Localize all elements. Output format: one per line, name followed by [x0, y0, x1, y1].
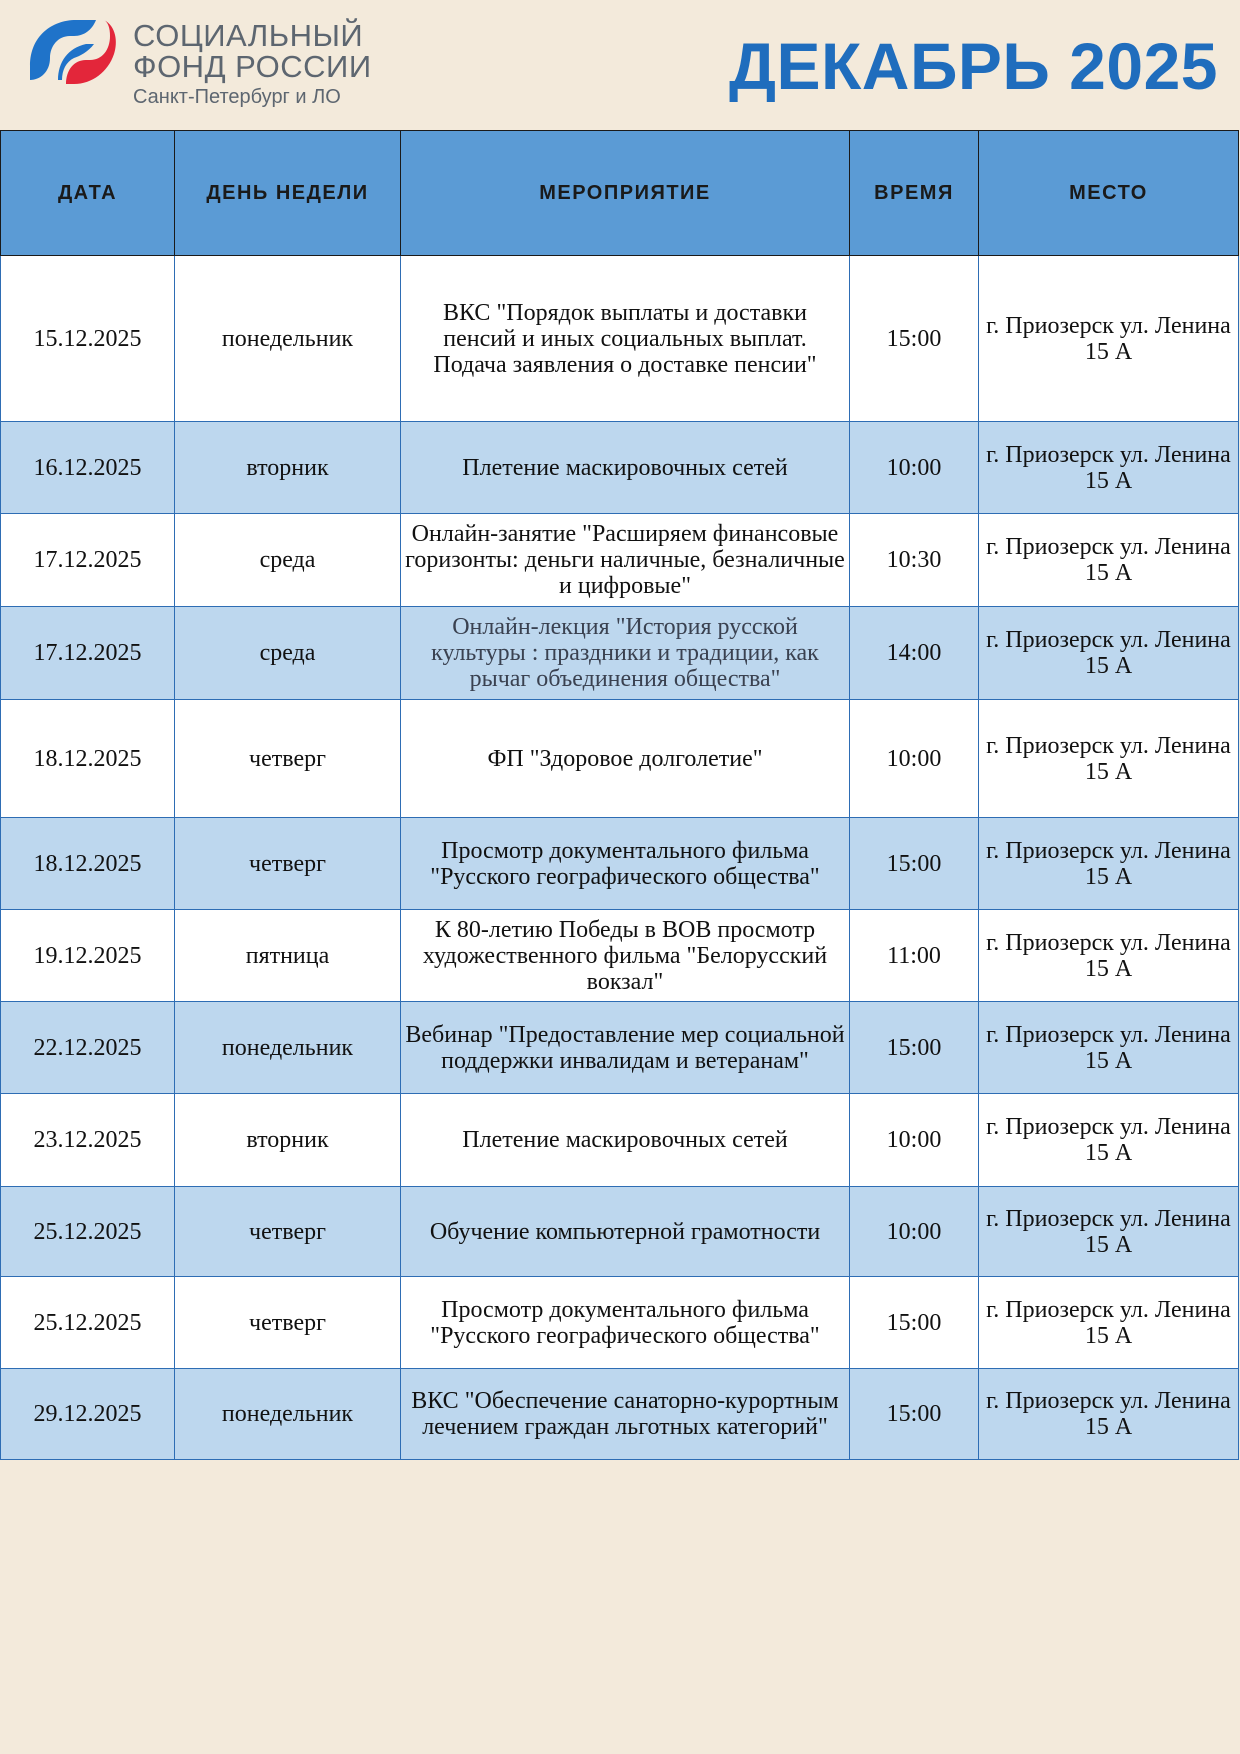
cell-date: 19.12.2025 [1, 910, 175, 1002]
cell-time: 10:00 [850, 1094, 979, 1187]
cell-event: ВКС "Порядок выплаты и доставки пенсий и иных социальных выплат. Подача заявления о доставке пенсии" [401, 256, 850, 422]
cell-weekday: вторник [175, 422, 401, 514]
table-row [1, 1277, 1239, 1369]
table-row [1, 256, 1239, 422]
table-row [1, 1187, 1239, 1277]
table-row [1, 1094, 1239, 1187]
cell-place: г. Приозерск ул. Ленина 15 А [979, 1094, 1239, 1187]
cell-date: 16.12.2025 [1, 422, 175, 514]
cell-event: Просмотр документального фильма "Русского географического общества" [401, 1277, 850, 1369]
table-header-row [1, 131, 1239, 256]
cell-weekday: понедельник [175, 1002, 401, 1094]
table-row [1, 700, 1239, 818]
cell-place: г. Приозерск ул. Ленина 15 А [979, 910, 1239, 1002]
cell-event: Плетение маскировочных сетей [401, 1094, 850, 1187]
table-row [1, 607, 1239, 700]
cell-date: 17.12.2025 [1, 514, 175, 607]
logo-title-line-1: СОЦИАЛЬНЫЙ [133, 18, 364, 53]
cell-event: Плетение маскировочных сетей [401, 422, 850, 514]
cell-place: г. Приозерск ул. Ленина 15 А [979, 1002, 1239, 1094]
cell-time: 15:00 [850, 1277, 979, 1369]
cell-date: 18.12.2025 [1, 700, 175, 818]
table-row [1, 910, 1239, 1002]
page-header [0, 0, 1240, 130]
cell-weekday: четверг [175, 700, 401, 818]
cell-date: 15.12.2025 [1, 256, 175, 422]
cell-time: 15:00 [850, 818, 979, 910]
cell-place: г. Приозерск ул. Ленина 15 А [979, 514, 1239, 607]
cell-weekday: четверг [175, 1187, 401, 1277]
table-row [1, 514, 1239, 607]
sfr-logo-icon [22, 14, 118, 90]
cell-event: К 80-летию Победы в ВОВ просмотр художественного фильма "Белорусский вокзал" [401, 910, 850, 1002]
cell-event: ФП "Здоровое долголетие" [401, 700, 850, 818]
cell-weekday: четверг [175, 1277, 401, 1369]
cell-event: Обучение компьютерной грамотности [401, 1187, 850, 1277]
column-header-time: ВРЕМЯ [850, 131, 979, 256]
cell-date: 18.12.2025 [1, 818, 175, 910]
logo-title-line-2: ФОНД РОССИИ [133, 49, 372, 84]
cell-weekday: среда [175, 607, 401, 700]
cell-time: 15:00 [850, 1369, 979, 1460]
column-header-place: МЕСТО [979, 131, 1239, 256]
cell-place: г. Приозерск ул. Ленина 15 А [979, 607, 1239, 700]
table-row [1, 422, 1239, 514]
cell-weekday: понедельник [175, 256, 401, 422]
column-header-weekday: ДЕНЬ НЕДЕЛИ [175, 131, 401, 256]
cell-event: Онлайн-занятие "Расширяем финансовые горизонты: деньги наличные, безналичные и цифровые" [401, 514, 850, 607]
cell-place: г. Приозерск ул. Ленина 15 А [979, 1277, 1239, 1369]
cell-place: г. Приозерск ул. Ленина 15 А [979, 1369, 1239, 1460]
events-table [0, 130, 1239, 1460]
cell-place: г. Приозерск ул. Ленина 15 А [979, 256, 1239, 422]
cell-time: 10:30 [850, 514, 979, 607]
cell-place: г. Приозерск ул. Ленина 15 А [979, 700, 1239, 818]
table-row [1, 1002, 1239, 1094]
cell-event: Вебинар "Предоставление мер социальной поддержки инвалидам и ветеранам" [401, 1002, 850, 1094]
cell-place: г. Приозерск ул. Ленина 15 А [979, 422, 1239, 514]
page-title: ДЕКАБРЬ 2025 [728, 29, 1218, 103]
cell-weekday: понедельник [175, 1369, 401, 1460]
cell-date: 17.12.2025 [1, 607, 175, 700]
table-row [1, 1369, 1239, 1460]
cell-event: Просмотр документального фильма "Русского географического общества" [401, 818, 850, 910]
cell-date: 25.12.2025 [1, 1277, 175, 1369]
logo [0, 0, 415, 130]
cell-time: 15:00 [850, 1002, 979, 1094]
cell-event: ВКС "Обеспечение санаторно-курортным лечением граждан льготных категорий" [401, 1369, 850, 1460]
cell-time: 10:00 [850, 422, 979, 514]
cell-weekday: пятница [175, 910, 401, 1002]
cell-time: 10:00 [850, 700, 979, 818]
cell-date: 25.12.2025 [1, 1187, 175, 1277]
cell-time: 14:00 [850, 607, 979, 700]
cell-event: Онлайн-лекция "История русской культуры : праздники и традиции, как рычаг объединения общества" [401, 607, 850, 700]
cell-weekday: вторник [175, 1094, 401, 1187]
logo-text [133, 20, 372, 110]
column-header-event: МЕРОПРИЯТИЕ [401, 131, 850, 256]
cell-date: 29.12.2025 [1, 1369, 175, 1460]
cell-time: 11:00 [850, 910, 979, 1002]
cell-weekday: четверг [175, 818, 401, 910]
cell-time: 15:00 [850, 256, 979, 422]
cell-date: 23.12.2025 [1, 1094, 175, 1187]
column-header-date: ДАТА [1, 131, 175, 256]
logo-region: Санкт-Петербург и ЛО [133, 86, 341, 108]
cell-place: г. Приозерск ул. Ленина 15 А [979, 818, 1239, 910]
table-row [1, 818, 1239, 910]
cell-date: 22.12.2025 [1, 1002, 175, 1094]
cell-place: г. Приозерск ул. Ленина 15 А [979, 1187, 1239, 1277]
cell-weekday: среда [175, 514, 401, 607]
cell-time: 10:00 [850, 1187, 979, 1277]
